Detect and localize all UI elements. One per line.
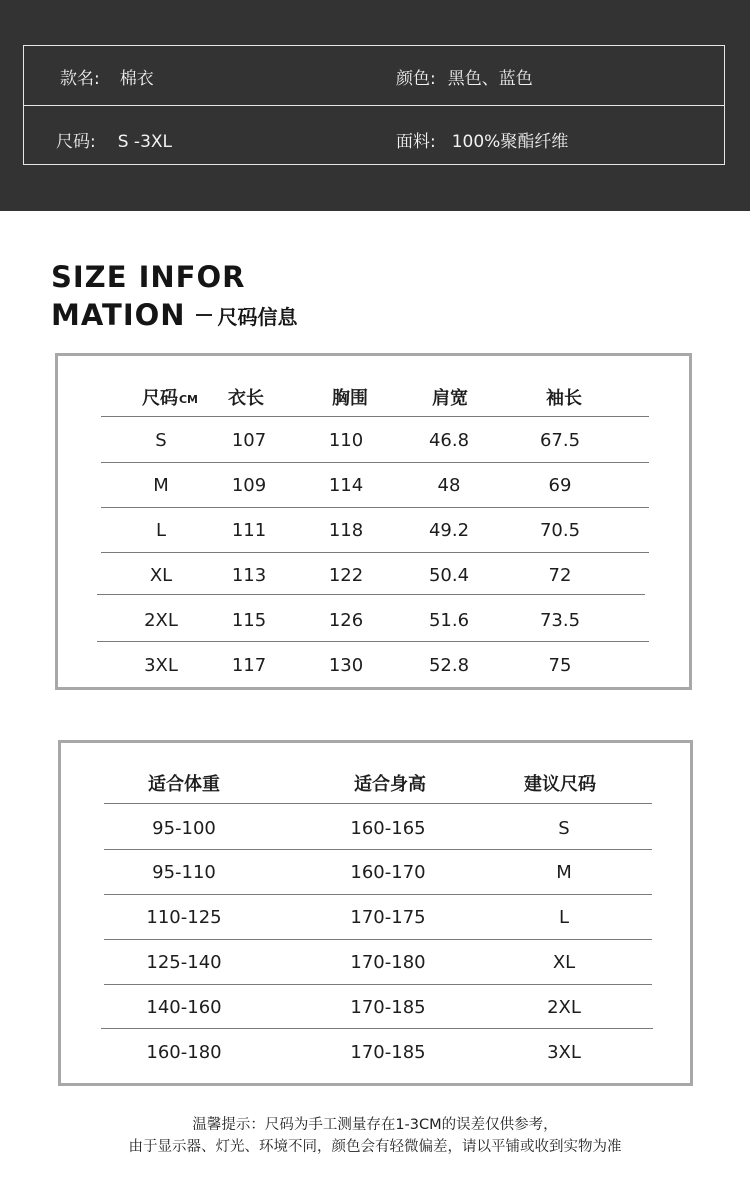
weight-cell: 125-140 [146, 952, 222, 973]
length-cell: 107 [231, 430, 267, 451]
info-name-value: 棉衣 [119, 69, 154, 89]
height-cell: 170-175 [350, 907, 426, 928]
row-line [97, 641, 649, 642]
suggested-size-cell: S [558, 818, 570, 839]
sleeve-cell: 67.5 [539, 430, 581, 451]
size-col-shoulder: 肩宽 [432, 387, 468, 409]
length-cell: 115 [231, 610, 267, 631]
heading-line1: SIZE INFOR [51, 260, 246, 294]
fit-col-size: 建议尺码 [524, 773, 596, 795]
fit-table-header [61, 760, 690, 805]
note-line1: 温馨提示：尺码为手工测量存在1-3CM的误差仅供参考， [192, 1117, 558, 1133]
sleeve-cell: 73.5 [539, 610, 581, 631]
size-col-size: 尺码 CM [141, 387, 199, 409]
size-col-chest: 胸围 [332, 387, 368, 409]
chest-cell: 122 [328, 565, 364, 586]
table-row [61, 895, 690, 940]
shoulder-cell: 49.2 [428, 520, 470, 541]
size-cell: L [155, 520, 167, 541]
row-line [101, 1028, 653, 1029]
shoulder-cell: 48 [437, 475, 461, 496]
info-size [56, 127, 172, 152]
table-row [58, 508, 689, 553]
height-cell: 160-170 [350, 862, 426, 883]
heading-dash [196, 314, 212, 316]
info-fabric-label: 面料: [396, 132, 436, 152]
size-header-line [101, 416, 649, 417]
product-info-box [23, 45, 725, 165]
size-col-length: 衣长 [228, 387, 264, 409]
chest-cell: 114 [328, 475, 364, 496]
size-col-sleeve: 袖长 [546, 387, 582, 409]
size-table [55, 353, 692, 690]
product-info-panel [0, 0, 750, 211]
weight-cell: 95-100 [152, 818, 216, 839]
suggested-size-cell: 3XL [547, 1042, 581, 1063]
suggested-size-cell: L [558, 907, 570, 928]
height-cell: 170-185 [350, 997, 426, 1018]
table-row [58, 463, 689, 508]
row-line [97, 594, 645, 595]
sleeve-cell: 72 [548, 565, 572, 586]
size-cell: XL [149, 565, 173, 586]
heading-line2: MATION [51, 298, 186, 332]
table-row [61, 1030, 690, 1075]
suggested-size-cell: XL [552, 952, 576, 973]
size-cell: 2XL [144, 610, 178, 631]
table-row [61, 850, 690, 895]
weight-cell: 95-110 [152, 862, 216, 883]
chest-cell: 126 [328, 610, 364, 631]
weight-cell: 140-160 [146, 997, 222, 1018]
chest-cell: 130 [328, 655, 364, 676]
table-row [58, 598, 689, 643]
fit-col-height: 适合身高 [354, 773, 426, 795]
info-color-label: 颜色: [396, 69, 436, 89]
length-cell: 117 [231, 655, 267, 676]
suggested-size-cell: M [556, 862, 572, 883]
table-row [61, 940, 690, 985]
shoulder-cell: 52.8 [428, 655, 470, 676]
note-line2: 由于显示器、灯光、环境不同，颜色会有轻微偏差，请以平铺或收到实物为准 [128, 1139, 622, 1155]
shoulder-cell: 50.4 [428, 565, 470, 586]
height-cell: 160-165 [350, 818, 426, 839]
height-cell: 170-180 [350, 952, 426, 973]
shoulder-cell: 46.8 [428, 430, 470, 451]
table-row [61, 806, 690, 851]
table-row [58, 418, 689, 463]
info-size-value: S -3XL [117, 132, 172, 152]
chest-cell: 110 [328, 430, 364, 451]
table-row [61, 985, 690, 1030]
shoulder-cell: 51.6 [428, 610, 470, 631]
length-cell: 109 [231, 475, 267, 496]
info-fabric [396, 127, 568, 152]
size-table-header [58, 374, 689, 419]
info-color [396, 64, 533, 89]
weight-cell: 110-125 [146, 907, 222, 928]
size-cell: S [155, 430, 167, 451]
fit-col-weight: 适合体重 [148, 773, 220, 795]
sleeve-cell: 69 [548, 475, 572, 496]
info-name [60, 64, 154, 89]
info-size-label: 尺码: [56, 132, 96, 152]
table-row [58, 643, 689, 688]
info-name-label: 款名: [60, 69, 100, 89]
size-cell: 3XL [144, 655, 178, 676]
heading-line2-wrap [51, 296, 298, 334]
size-unit: CM [178, 393, 199, 406]
size-cell: M [153, 475, 169, 496]
height-cell: 170-185 [350, 1042, 426, 1063]
length-cell: 111 [231, 520, 267, 541]
info-color-value: 黑色、蓝色 [447, 69, 533, 89]
info-fabric-value: 100%聚酯纤维 [451, 132, 569, 152]
length-cell: 113 [231, 565, 267, 586]
suggested-size-cell: 2XL [547, 997, 581, 1018]
chest-cell: 118 [328, 520, 364, 541]
table-row [58, 553, 689, 598]
size-info-heading [51, 258, 298, 334]
sleeve-cell: 75 [548, 655, 572, 676]
heading-subtitle: 尺码信息 [217, 304, 298, 329]
weight-cell: 160-180 [146, 1042, 222, 1063]
sleeve-cell: 70.5 [539, 520, 581, 541]
fit-header-line [104, 803, 652, 804]
fit-table [58, 740, 693, 1086]
info-divider [24, 105, 724, 106]
